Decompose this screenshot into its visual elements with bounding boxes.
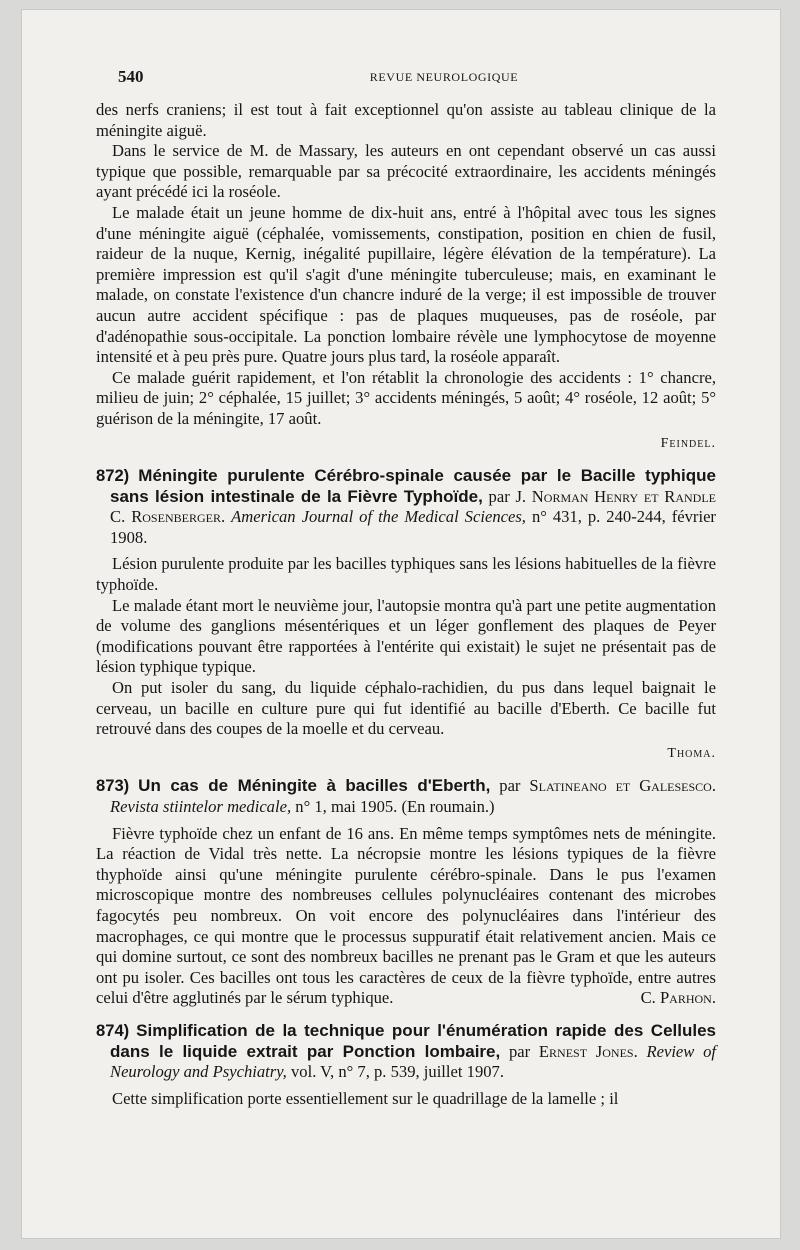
publication-details: vol. V, n° 7, p. 539, juillet 1907. [290, 1062, 504, 1082]
by-word: par [488, 486, 510, 506]
article-heading [96, 1021, 716, 1083]
publication-details: n° 1, mai 1905. (En roumain.) [295, 797, 495, 816]
article-heading [96, 466, 716, 548]
article-number: 873) [96, 776, 130, 796]
publication-details: n° 431, p. 240-244, février 1908. [110, 507, 716, 547]
page-header [118, 67, 740, 91]
page-number: 540 [118, 67, 144, 86]
article-authors: J. Norman Henry et Randle C. Rosenberger. [110, 486, 716, 527]
journal-name: American Journal of the Medical Sciences, [231, 507, 526, 527]
previous-article-continuation [96, 100, 716, 454]
article-873 [96, 776, 716, 1009]
article-authors: Slatineano et Galesesco. [529, 776, 716, 796]
paragraph: On put isoler du sang, du liquide céphalo-rachidien, du pus dans lequel baignait le cerveau, un bacille en culture pure qui fut identifié au bacille d'Eberth. Ce bacille fut retrouvé dans des coupes de la moelle et du cerveau. [96, 678, 716, 739]
article-title: Un cas de Méningite à bacilles d'Eberth, [138, 776, 491, 796]
article-authors: Ernest Jones. [538, 1041, 638, 1061]
page-content [96, 100, 716, 1109]
journal-name: Revista stiintelor medicale, [110, 797, 292, 816]
article-heading [96, 776, 716, 817]
paragraph: Cette simplification porte essentiellement sur le quadrillage de la lamelle ; il [112, 1088, 619, 1108]
journal-name: Review of Neurology and Psychiatry, [110, 1041, 716, 1082]
article-title: Simplification de la technique pour l'énumération rapide des Cellules dans le liquide extrait par Ponction lombaire, [110, 1020, 716, 1061]
paragraph: Dans le service de M. de Massary, les auteurs en ont cependant observé un cas aussi typique que possible, remarquable par sa précocité extraordinaire, les accidents méningés ayant précédé ici la roséole. [96, 141, 716, 202]
article-number: 872) [96, 466, 130, 486]
signature: Thoma. [667, 745, 716, 761]
running-title: REVUE NEUROLOGIQUE [369, 70, 519, 84]
signature: C. Parhon. [640, 988, 716, 1008]
paragraph: Lésion purulente produite par les bacilles typhiques sans les lésions habituelles de la fièvre typhoïde. [96, 554, 716, 595]
signature: Feindel. [660, 435, 716, 451]
paragraph: des nerfs craniens; il est tout à fait exceptionnel qu'on assiste au tableau clinique de la méningite aiguë. [96, 100, 716, 140]
by-word: par [499, 776, 521, 796]
by-word: par [508, 1041, 531, 1061]
paragraph: Le malade était un jeune homme de dix-huit ans, entré à l'hôpital avec tous les signes d'une méningite aiguë (céphalée, vomissements, constipation, position en chien de fusil, raideur de la nuque, Kernig, inégalité pupillaire, légère élévation de la température). La première impression est qu'il s'agit d'une méningite tuberculeuse; mais, en examinant le malade, on constate l'existence d'un chancre induré de la verge; il est impossible de trouver aucun autre accident spécifique : pas de plaques muqueuses, pas de roséole, par d'adénopathie sous-occipitale. La ponction lombaire révèle une lymphocytose de moyenne intensité et à peu près pure. Quatre jours plus tard, la roséole apparaît. [96, 202, 716, 367]
article-872 [96, 466, 716, 764]
paragraph-text: Fièvre typhoïde chez un enfant de 16 ans. En même temps symptômes nets de méningite. La réaction de Vidal très nette. La nécropsie montre les lésions typiques de la fièvre thyphoïde ainsi qu'une méningite purulente cérébro-spinale. Dans le pus l'examen microscopique montre des nombreuses cellules polynucléaires contenant des microbes fagocytés peu nombreux. On voit encore des polynucléaires dans l'intérieur des macrophages, ce qui montre que le processus suppuratif était relativement ancien. Mais ce qui domine surtout, ce sont des nombreux bacilles ne prenant pas le Gram et que les auteurs ont pu isoler. Ces bacilles ont tous les caractères de ceux de la fièvre typhoïde, entre autres celui d'être agglutinés par le sérum typhique. [96, 823, 716, 1008]
paragraph: Ce malade guérit rapidement, et l'on rétablit la chronologie des accidents : 1° chancre, milieu de juin; 2° céphalée, 15 juillet; 3° accidents méningés, 5 août; 4° roséole, 12 août; 5° guérison de la méningite, 17 août. [96, 367, 716, 428]
article-number: 874) [96, 1020, 130, 1040]
paragraph [96, 824, 716, 1009]
paragraph: Le malade étant mort le neuvième jour, l'autopsie montra qu'à part une petite augmentation de volume des ganglions mésentériques et un léger gonflement des plaques de Peyer (modifications pouvant être rapportées à l'entérite qui existait) le sujet ne présentait pas de lésion typhique typique. [96, 595, 716, 677]
article-874 [96, 1021, 716, 1109]
article-title: Méningite purulente Cérébro-spinale causée par le Bacille typhique sans lésion intestinale de la Fièvre Typhoïde, [110, 466, 716, 506]
